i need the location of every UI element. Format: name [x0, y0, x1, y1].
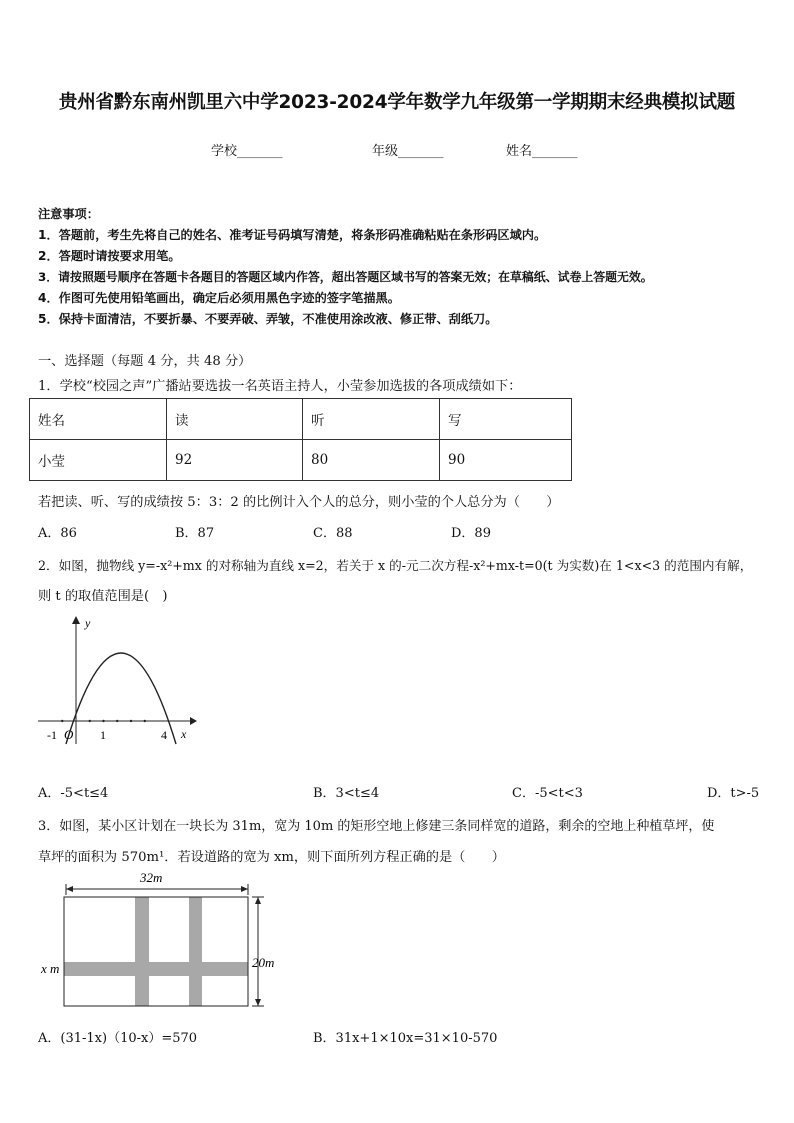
notice-item-1: 1．答题前，考生先将自己的姓名、准考证号码填写清楚，将条形码准确粘贴在条形码区域内。 — [38, 228, 547, 242]
q1-option-d: D．89 — [451, 526, 491, 541]
table-cell: 小莹 — [30, 440, 167, 481]
table-cell: 写 — [440, 399, 572, 440]
q2-stem-line2: 则 t 的取值范围是( ) — [38, 589, 168, 604]
table-cell: 姓名 — [30, 399, 167, 440]
origin-label: O — [64, 727, 74, 742]
y-axis-arrow — [72, 616, 80, 624]
table-cell: 92 — [167, 440, 303, 481]
road-width-label: x m — [41, 961, 60, 976]
tick-dot — [144, 720, 146, 722]
table-cell: 读 — [167, 399, 303, 440]
q2-stem-line1: 2．如图，抛物线 y=-x²+mx 的对称轴为直线 x=2，若关于 x 的-元二次方程-x²+mx-t=0(t 为实数)在 1<x<3 的范围内有解， — [38, 558, 753, 573]
parabola-curve — [66, 653, 176, 744]
score-table — [29, 398, 572, 481]
table-row — [30, 440, 572, 481]
q1-question: 若把读、听、写的成绩按 5：3：2 的比例计入个人的总分，则小莹的个人总分为（ ） — [38, 495, 560, 510]
arrow-right — [241, 886, 248, 892]
tick-dot — [130, 720, 132, 722]
x-axis-arrow — [190, 717, 197, 725]
school-field: 学校_______ — [211, 144, 283, 159]
tick-dot — [89, 720, 91, 722]
table-header-row — [30, 399, 572, 440]
table-cell: 听 — [303, 399, 440, 440]
tick-dot — [61, 720, 63, 722]
q1-stem: 1．学校“校园之声”广播站要选拔一名英语主持人，小莹参加选拔的各项成绩如下： — [38, 379, 522, 394]
notice-item-4: 4．作图可先使用铅笔画出，确定后必须用黑色字迹的签字笔描黑。 — [38, 291, 400, 305]
table-cell: 90 — [440, 440, 572, 481]
vertical-road — [189, 897, 202, 1006]
notice-item-3: 3．请按照题号顺序在答题卡各题目的答题区域内作答，超出答题区域书写的答案无效；在草稿纸、试卷上答题无效。 — [38, 270, 653, 284]
q2-option-c: C．-5<t<3 — [512, 786, 583, 801]
grade-field: 年级_______ — [372, 144, 444, 159]
notice-item-2: 2．答题时请按要求用笔。 — [38, 249, 181, 263]
q1-option-a: A．86 — [38, 526, 77, 541]
q2-option-b: B．3<t≤4 — [313, 786, 380, 801]
section-heading: 一、选择题（每题 4 分，共 48 分） — [38, 354, 252, 369]
q1-option-c: C．88 — [313, 526, 353, 541]
q1-option-b: B．87 — [175, 526, 215, 541]
q3-stem-line1: 3．如图，某小区计划在一块长为 31m，宽为 10m 的矩形空地上修建三条同样宽的道路，剩余的空地上种植草坪，使 — [38, 819, 715, 834]
horizontal-road — [64, 962, 248, 976]
height-label: 20m — [252, 955, 275, 970]
arrow-up — [255, 897, 261, 904]
q3-stem-line2: 草坪的面积为 570m¹．若设道路的宽为 xm，则下面所列方程正确的是（ ） — [38, 850, 505, 865]
tick-label-1: 1 — [100, 728, 106, 742]
q3-option-b: B．31x+1×10x=31×10-570 — [313, 1031, 498, 1046]
q2-option-d: D．t>-5 — [707, 786, 760, 801]
x-axis-label: x — [181, 727, 187, 741]
rectangle-field-figure — [38, 868, 288, 1013]
notice-heading: 注意事项： — [38, 207, 99, 221]
y-axis-label: y — [85, 616, 91, 630]
vertical-road — [135, 897, 149, 1006]
q3-option-a: A．(31-1x)（10-x）=570 — [38, 1031, 198, 1046]
table-cell: 80 — [303, 440, 440, 481]
tick-dot — [116, 720, 118, 722]
width-label: 32m — [140, 870, 163, 885]
arrow-down — [255, 999, 261, 1006]
tick-dot — [102, 720, 104, 722]
parabola-graph — [30, 612, 200, 747]
name-field: 姓名_______ — [506, 144, 578, 159]
q2-option-a: A．-5<t≤4 — [38, 786, 109, 801]
tick-label-4: 4 — [161, 728, 167, 742]
tick-label-minus1: -1 — [47, 728, 57, 742]
page-title: 贵州省黔东南州凯里六中学2023-2024学年数学九年级第一学期期末经典模拟试题 — [58, 92, 736, 113]
field-rectangle — [64, 897, 248, 1006]
notice-item-5: 5．保持卡面清洁，不要折暴、不要弄破、弄皱，不准使用涂改液、修正带、刮纸刀。 — [38, 312, 498, 326]
arrow-left — [66, 886, 73, 892]
